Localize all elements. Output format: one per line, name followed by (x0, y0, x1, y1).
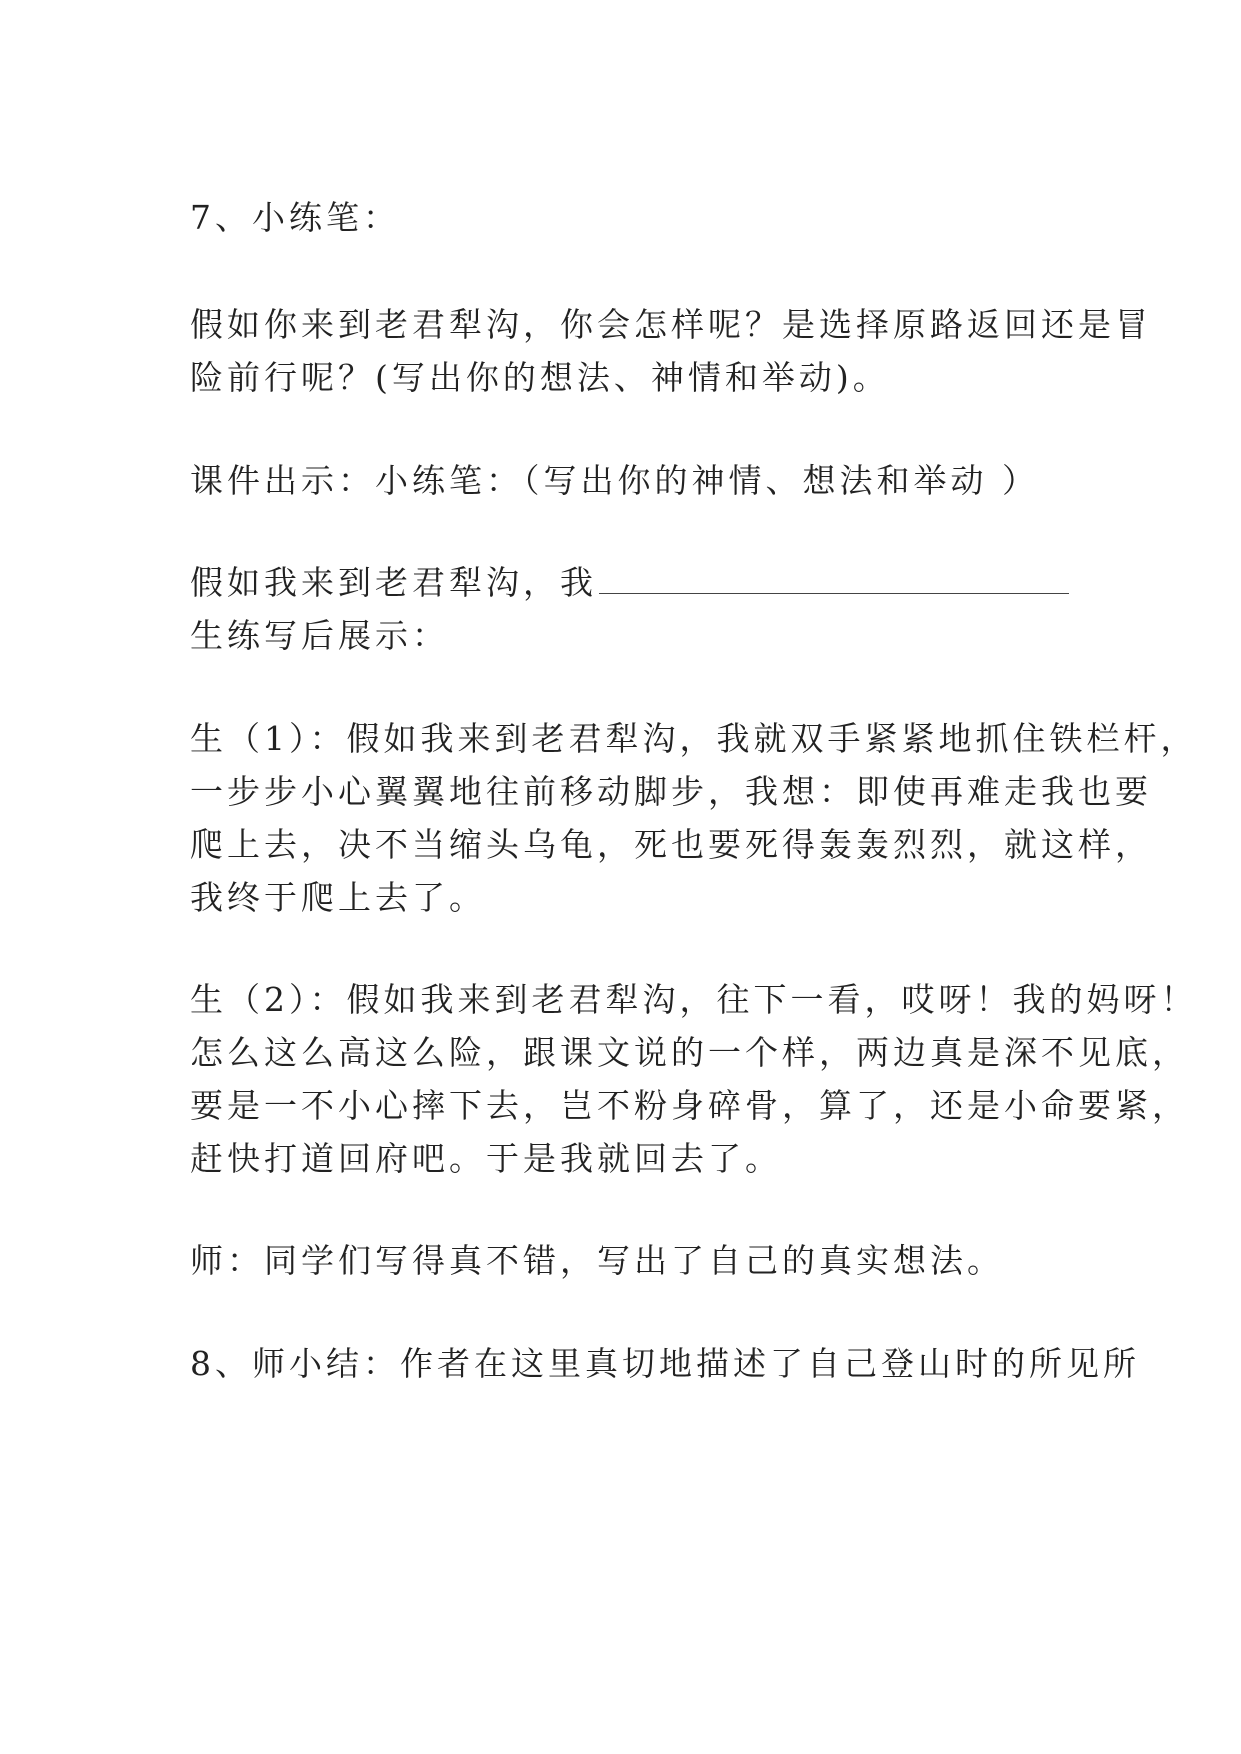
courseware-display: 课件出示：小练笔：（写出你的神情、想法和举动 ） (190, 461, 1039, 500)
fill-in-sentence (190, 561, 1069, 605)
section-8-summary: 8、师小结：作者在这里真切地描述了自己登山时的所见所 (190, 1344, 1140, 1383)
student-2-line-4: 赶快打道回府吧。于是我就回去了。 (190, 1139, 782, 1178)
student-1-line-1: 生（1）：假如我来到老君犁沟，我就双手紧紧地抓住铁栏杆， (190, 719, 1198, 758)
student-1-line-3: 爬上去，决不当缩头乌龟，死也要死得轰轰烈烈，就这样， (190, 825, 1152, 864)
teacher-comment: 师：同学们写得真不错，写出了自己的真实想法。 (190, 1241, 1004, 1280)
student-2-line-2: 怎么这么高这么险，跟课文说的一个样，两边真是深不见底， (190, 1033, 1189, 1072)
fill-in-prefix: 假如我来到老君犁沟，我 (190, 563, 597, 602)
student-2-line-1: 生（2）：假如我来到老君犁沟，往下一看，哎呀！我的妈呀！ (190, 980, 1198, 1019)
student-1-line-2: 一步步小心翼翼地往前移动脚步，我想：即使再难走我也要 (190, 772, 1152, 811)
section-7-heading: 7、小练笔： (190, 198, 400, 237)
answer-blank-line (599, 567, 1069, 594)
student-1-line-4: 我终于爬上去了。 (190, 878, 486, 917)
prompt-line-1: 假如你来到老君犁沟，你会怎样呢？是选择原路返回还是冒 (190, 305, 1152, 344)
prompt-line-2: 险前行呢？(写出你的想法、神情和举动)。 (190, 358, 890, 397)
student-2-line-3: 要是一不小心摔下去，岂不粉身碎骨，算了，还是小命要紧， (190, 1086, 1189, 1125)
student-practice-note: 生练写后展示： (190, 616, 449, 655)
